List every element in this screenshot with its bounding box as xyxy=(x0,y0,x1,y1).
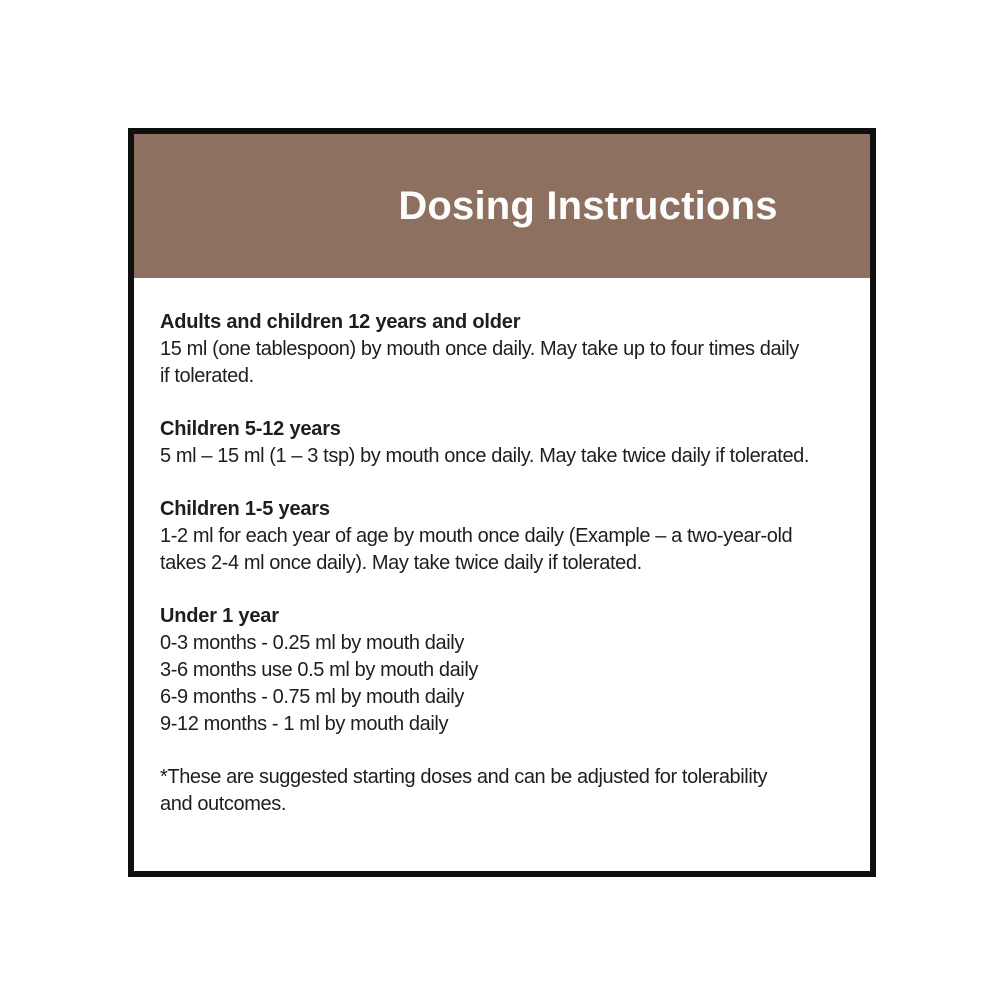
section-under-1-year xyxy=(160,603,850,738)
footnote-line: and outcomes. xyxy=(160,793,286,815)
card-body xyxy=(134,278,870,818)
footnote-line: *These are suggested starting doses and can be adjusted for tolerability xyxy=(160,766,768,788)
section-heading: Adults and children 12 years and older xyxy=(160,311,521,333)
section-line: if tolerated. xyxy=(160,365,254,387)
section-children-5-12 xyxy=(160,416,850,470)
section-adults xyxy=(160,309,850,390)
section-line: 0-3 months - 0.25 ml by mouth daily xyxy=(160,632,464,654)
section-heading: Under 1 year xyxy=(160,605,279,627)
section-line: 9-12 months - 1 ml by mouth daily xyxy=(160,713,449,735)
dosing-card xyxy=(128,128,876,877)
section-heading: Children 1-5 years xyxy=(160,498,330,520)
footnote xyxy=(160,764,850,818)
section-line: 1-2 ml for each year of age by mouth once daily (Example – a two-year-old xyxy=(160,525,793,547)
card-header xyxy=(134,134,870,278)
section-line: 6-9 months - 0.75 ml by mouth daily xyxy=(160,686,464,708)
section-line: 15 ml (one tablespoon) by mouth once daily. May take up to four times daily xyxy=(160,338,799,360)
section-heading: Children 5-12 years xyxy=(160,418,341,440)
card-title: Dosing Instructions xyxy=(398,183,778,228)
section-line: 3-6 months use 0.5 ml by mouth daily xyxy=(160,659,478,681)
section-line: takes 2-4 ml once daily). May take twice daily if tolerated. xyxy=(160,552,642,574)
section-children-1-5 xyxy=(160,496,850,577)
section-line: 5 ml – 15 ml (1 – 3 tsp) by mouth once daily. May take twice daily if tolerated. xyxy=(160,445,810,467)
